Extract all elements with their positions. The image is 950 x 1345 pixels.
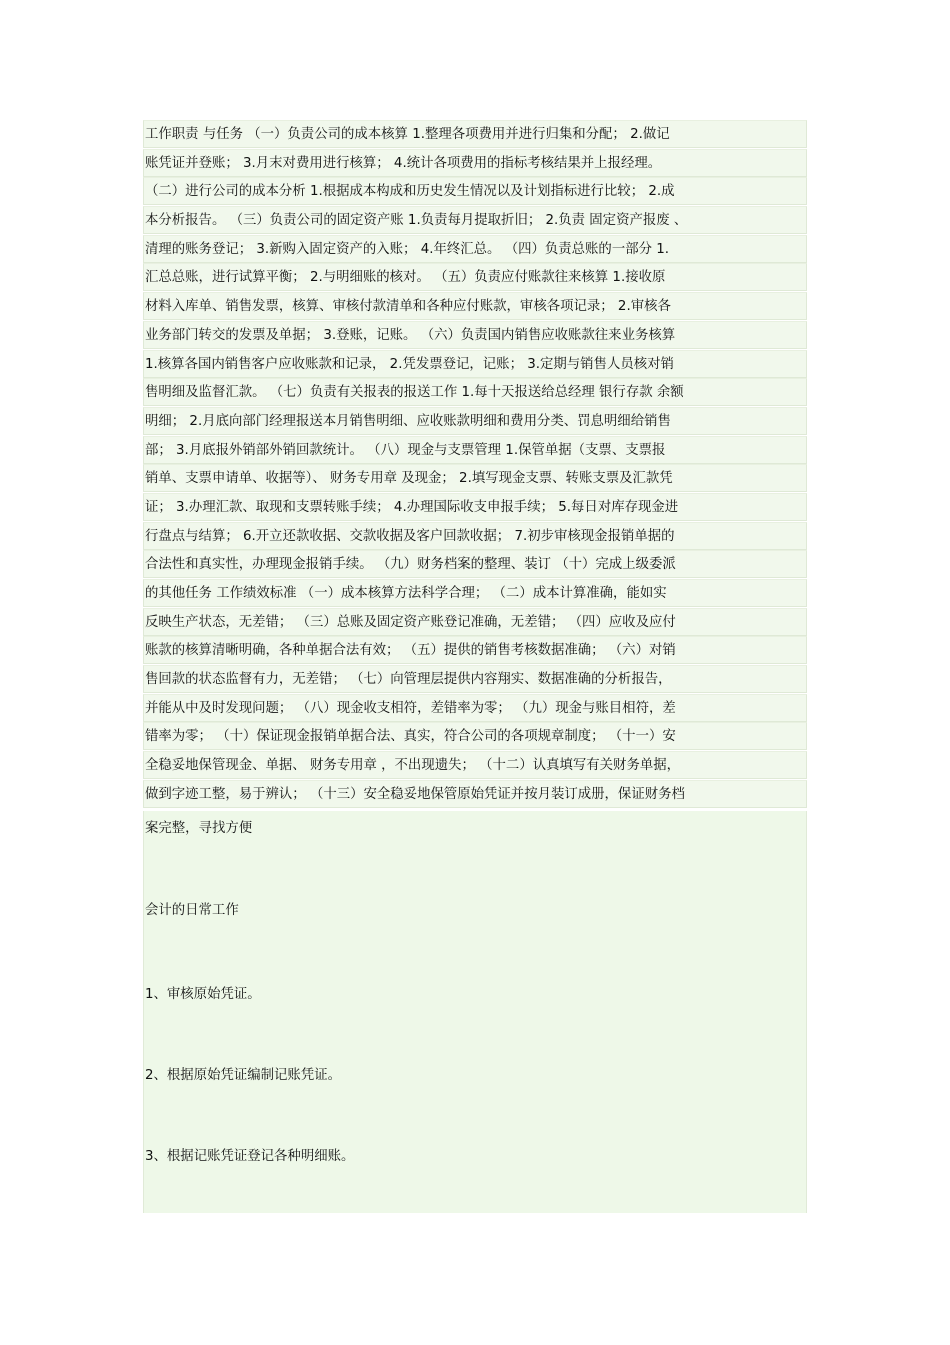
text-line: 证； 3.办理汇款、取现和支票转账手续； 4.办理国际收支申报手续； 5.每日对库存现金进 xyxy=(143,493,807,521)
text-line: 反映生产状态，无差错； （三）总账及固定资产账登记准确，无差错； （四）应收及应付 xyxy=(143,608,807,636)
text-line: 并能从中及时发现问题； （八）现金收支相符，差错率为零； （九）现金与账目相符，差 xyxy=(143,694,807,722)
text-line: 售明细及监督汇款。 （七）负责有关报表的报送工作 1.每十天报送给总经理 银行存款 余额 xyxy=(143,378,807,406)
text-line: 全稳妥地保管现金、单据、 财务专用章 ，不出现遗失； （十二）认真填写有关财务单据， xyxy=(143,751,807,779)
document-body xyxy=(143,120,807,809)
list-item: 1、审核原始凭证。 xyxy=(145,987,261,1002)
text-line: 本分析报告。 （三）负责公司的固定资产账 1.负责每月提取折旧； 2.负责 固定资产报废 、 xyxy=(143,206,807,234)
text-line: 做到字迹工整，易于辨认； （十三）安全稳妥地保管原始凭证并按月装订成册，保证财务档 xyxy=(143,780,807,808)
tail-section xyxy=(143,811,807,1213)
list-item: 3、根据记账凭证登记各种明细账。 xyxy=(145,1149,355,1164)
text-line: 材料入库单、销售发票，核算、审核付款清单和各种应付账款，审核各项记录； 2.审核各 xyxy=(143,292,807,320)
text-line: 账凭证并登账； 3.月末对费用进行核算； 4.统计各项费用的指标考核结果并上报经理。 xyxy=(143,149,807,177)
text-line: 汇总总账，进行试算平衡； 2.与明细账的核对。 （五）负责应付账款往来核算 1.接收原 xyxy=(143,263,807,291)
text-line: 售回款的状态监督有力，无差错； （七）向管理层提供内容翔实、数据准确的分析报告， xyxy=(143,665,807,693)
section-heading: 会计的日常工作 xyxy=(145,903,239,918)
text-line: 业务部门转交的发票及单据； 3.登账，记账。 （六）负责国内销售应收账款往来业务核算 xyxy=(143,321,807,349)
text-line: 1.核算各国内销售客户应收账款和记录， 2.凭发票登记，记账； 3.定期与销售人员核对销 xyxy=(143,350,807,378)
text-line: 明细； 2.月底向部门经理报送本月销售明细、应收账款明细和费用分类、罚息明细给销售 xyxy=(143,407,807,435)
text-line: 错率为零； （十）保证现金报销单据合法、真实，符合公司的各项规章制度； （十一）安 xyxy=(143,722,807,750)
text-line: 销单、支票申请单、收据等）、 财务专用章 及现金； 2.填写现金支票、转账支票及汇款凭 xyxy=(143,464,807,492)
text-line: 行盘点与结算； 6.开立还款收据、交款收据及客户回款收据； 7.初步审核现金报销单据的 xyxy=(143,522,807,550)
text-line: 的其他任务 工作绩效标准 （一）成本核算方法科学合理； （二）成本计算准确，能如实 xyxy=(143,579,807,607)
list-item: 2、根据原始凭证编制记账凭证。 xyxy=(145,1068,341,1083)
text-line: 工作职责 与任务 （一）负责公司的成本核算 1.整理各项费用并进行归集和分配； 2.做记 xyxy=(143,120,807,148)
text-line: 清理的账务登记； 3.新购入固定资产的入账； 4.年终汇总。 （四）负责总账的一部分 1. xyxy=(143,235,807,263)
text-line: （二）进行公司的成本分析 1.根据成本构成和历史发生情况以及计划指标进行比较； 2.成 xyxy=(143,177,807,205)
text-line: 账款的核算清晰明确，各种单据合法有效； （五）提供的销售考核数据准确； （六）对销 xyxy=(143,636,807,664)
text-line: 部； 3.月底报外销部外销回款统计。 （八）现金与支票管理 1.保管单据（支票、支票报 xyxy=(143,436,807,464)
text-line: 案完整，寻找方便 xyxy=(145,821,253,836)
text-line: 合法性和真实性，办理现金报销手续。 （九）财务档案的整理、装订 （十）完成上级委派 xyxy=(143,550,807,578)
